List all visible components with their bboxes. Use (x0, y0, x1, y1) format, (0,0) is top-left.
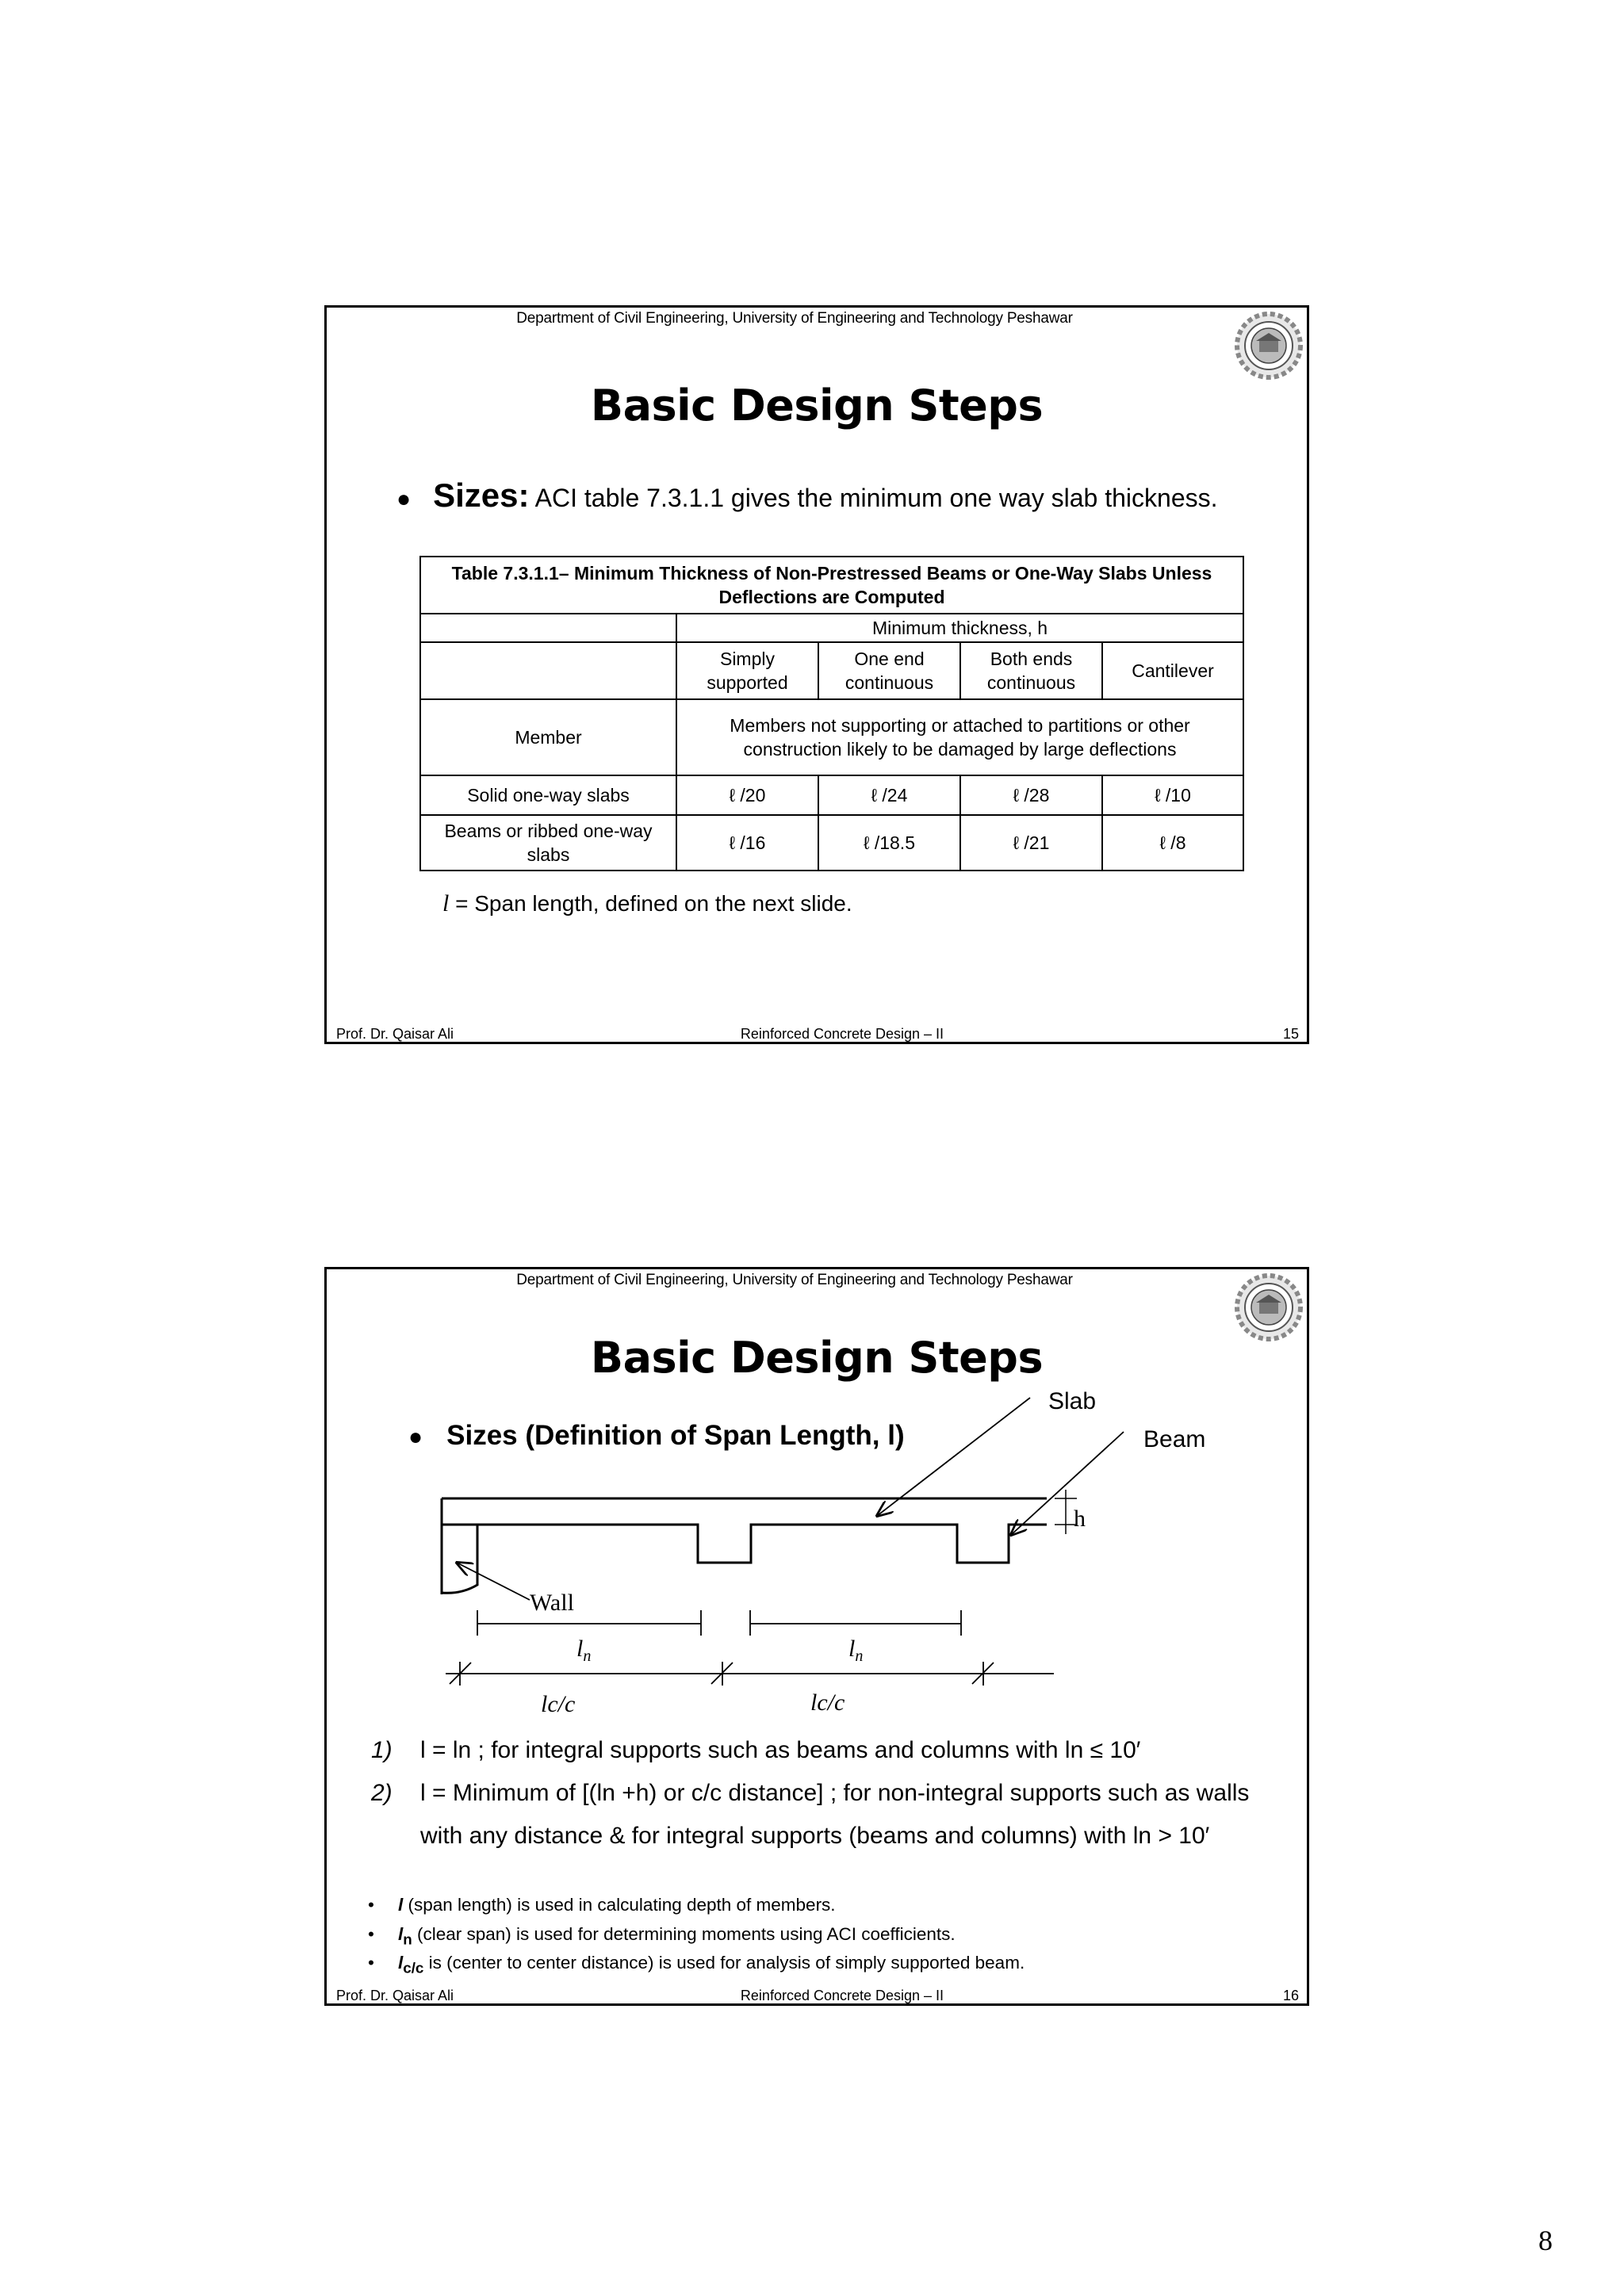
span-length-heading: Sizes (Definition of Span Length, l) (446, 1420, 905, 1451)
lcc-label-1: lc/c (541, 1691, 576, 1717)
bullet-dot: ● (396, 486, 412, 512)
footer-course: Reinforced Concrete Design – II (740, 1026, 944, 1042)
rule-item (371, 1772, 1249, 1815)
row-value: ℓ /10 (1102, 775, 1243, 815)
aci-thickness-table (419, 556, 1244, 871)
span-definition-text: = Span length, defined on the next slide. (455, 891, 852, 916)
table-caption: Table 7.3.1.1– Minimum Thickness of Non-Prestressed Beams or One-Way Slabs Unless Deflections are Computed (420, 557, 1243, 614)
ln-symbol: l (848, 1636, 856, 1662)
university-logo (1232, 309, 1305, 382)
row-value: ℓ /20 (676, 775, 818, 815)
note-subscript: n (403, 1931, 412, 1947)
list-item (368, 1951, 1025, 1980)
note-symbol: l (398, 1895, 404, 1915)
row-value: ℓ /16 (676, 815, 818, 871)
sizes-text: ACI table 7.3.1.1 gives the minimum one way slab thickness. (534, 484, 1218, 512)
list-item (368, 1923, 1025, 1952)
ln-subscript: n (855, 1647, 864, 1665)
list-item (368, 1893, 1025, 1923)
slide-title: Basic Design Steps (590, 381, 1044, 430)
rule-text: l = ln ; for integral supports such as beams and columns with ln ≤ 10′ (420, 1737, 1141, 1763)
note-symbol: l (398, 1953, 404, 1973)
table-empty-cell (420, 614, 676, 642)
slab-arrow (877, 1398, 1030, 1516)
footer-course: Reinforced Concrete Design – II (740, 1988, 944, 2003)
footer-author: Prof. Dr. Qaisar Ali (336, 1026, 454, 1042)
table-empty-cell (420, 642, 676, 699)
rule-number: 2) (371, 1780, 393, 1806)
min-thickness-header: Minimum thickness, h (676, 614, 1243, 642)
rule-continuation: with any distance & for integral supports (beams and columns) with ln > 10′ (420, 1823, 1210, 1849)
rule-text: l = Minimum of [(ln +h) or c/c distance] ; for non-integral supports such as walls (420, 1780, 1250, 1806)
row-value: ℓ /24 (818, 775, 960, 815)
h-label: h (1074, 1506, 1086, 1532)
table-row (420, 775, 1243, 815)
row-value: ℓ /28 (960, 775, 1102, 815)
sizes-bullet (396, 476, 1218, 515)
note-subscript: c/c (403, 1959, 424, 1976)
note-text: is (center to center distance) is used for analysis of simply supported beam. (423, 1953, 1025, 1973)
row-value: ℓ /21 (960, 815, 1102, 871)
col-header-cantilever: Cantilever (1102, 642, 1243, 699)
span-rules (371, 1729, 1249, 1858)
rule-item (371, 1729, 1249, 1772)
slide-title: Basic Design Steps (590, 1333, 1044, 1383)
beam-label: Beam (1143, 1426, 1206, 1452)
slide-footer (327, 1985, 1307, 2004)
col-header-both-ends-continuous: Both ends continuous (960, 642, 1102, 699)
span-length-bullet (408, 1420, 905, 1452)
table-row (420, 815, 1243, 871)
span-symbol: l (442, 890, 450, 916)
slide-number: 15 (1282, 1026, 1299, 1042)
note-text: (span length) is used in calculating depth of members. (403, 1895, 836, 1915)
col-header-simply-supported: Simply supported (676, 642, 818, 699)
note-symbol: l (398, 1923, 404, 1944)
wall-arrow (457, 1563, 530, 1600)
col-header-one-end-continuous: One end continuous (818, 642, 960, 699)
ln-subscript: n (583, 1647, 592, 1665)
row-value: ℓ /18.5 (818, 815, 960, 871)
footer-author: Prof. Dr. Qaisar Ali (336, 1988, 454, 2003)
lcc-label-2: lc/c (810, 1689, 845, 1716)
slide-16 (324, 1267, 1309, 2006)
ln-label-1 (576, 1636, 591, 1665)
beam-arrow (1011, 1432, 1124, 1535)
slab-outline (442, 1498, 1047, 1593)
wall-label: Wall (530, 1590, 574, 1616)
wall-outline (442, 1525, 477, 1594)
department-header: Department of Civil Engineering, University of Engineering and Technology Peshawar (516, 310, 1073, 327)
ln-symbol: l (576, 1636, 584, 1662)
slide-number: 16 (1282, 1988, 1299, 2003)
usage-notes (368, 1893, 1025, 1980)
slide-footer (327, 1024, 1307, 1043)
member-label: Member (420, 699, 676, 775)
bullet-dot: ● (408, 1424, 423, 1450)
condition-note: Members not supporting or attached to partitions or other construction likely to be damaged by large deflections (676, 699, 1243, 775)
row-member: Solid one-way slabs (420, 775, 676, 815)
sizes-label: Sizes: (433, 476, 530, 514)
span-definition (442, 890, 852, 917)
row-value: ℓ /8 (1102, 815, 1243, 871)
ln-label-2 (848, 1636, 863, 1665)
department-header: Department of Civil Engineering, University of Engineering and Technology Peshawar (516, 1272, 1073, 1288)
row-member: Beams or ribbed one-way slabs (420, 815, 676, 871)
slide-15 (324, 305, 1309, 1044)
note-text: (clear span) is used for determining moments using ACI coefficients. (412, 1923, 956, 1944)
slab-label: Slab (1048, 1388, 1097, 1414)
page-number: 8 (1538, 2225, 1553, 2256)
rule-number: 1) (371, 1737, 393, 1763)
